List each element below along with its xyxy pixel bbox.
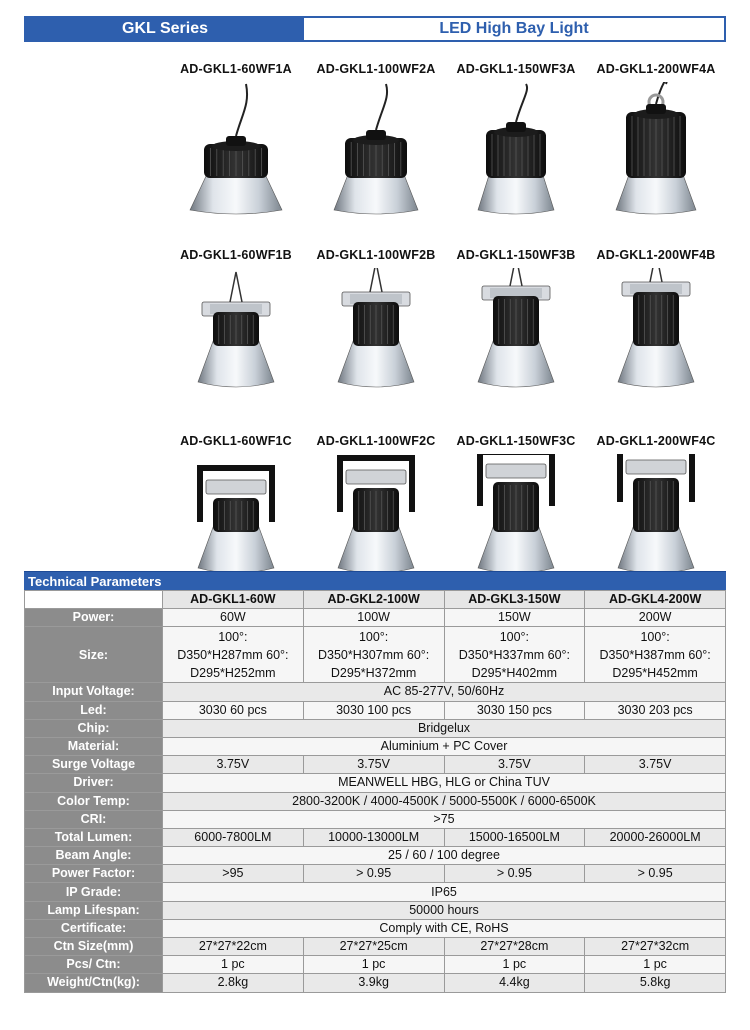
param-label: Power Factor: [25, 865, 163, 883]
param-label: Driver: [25, 774, 163, 792]
params-row [25, 627, 726, 683]
model-label: AD-GKL1-150WF3B [456, 248, 576, 262]
param-value-line: 100°: [499, 629, 530, 644]
high-bay-lamp-icon [166, 82, 306, 222]
param-value: 50000 hours [163, 901, 726, 919]
high-bay-lamp-icon [306, 268, 446, 408]
param-value: 20000-26000LM [585, 828, 726, 846]
param-value: 6000-7800LM [163, 828, 304, 846]
param-value-line: D295*H452mm [612, 665, 698, 680]
param-value: > 0.95 [444, 865, 585, 883]
param-value: 25 / 60 / 100 degree [163, 847, 726, 865]
param-label: Surge Voltage [25, 756, 163, 774]
model-label: AD-GKL1-60WF1C [180, 434, 292, 448]
model-label: AD-GKL1-150WF3A [456, 62, 576, 76]
param-value: > 0.95 [303, 865, 444, 883]
param-value-line: D295*H372mm [330, 665, 417, 680]
params-table [24, 590, 726, 993]
param-value: 3030 203 pcs [585, 701, 726, 719]
params-row [25, 974, 726, 992]
params-row [25, 938, 726, 956]
param-value: 27*27*28cm [444, 938, 585, 956]
param-value: 3030 150 pcs [444, 701, 585, 719]
params-row [25, 792, 726, 810]
model-label: AD-GKL1-200WF4B [596, 248, 716, 262]
high-bay-lamp-icon [446, 268, 586, 408]
param-value: > 0.95 [585, 865, 726, 883]
param-label: Total Lumen: [25, 828, 163, 846]
params-row [25, 737, 726, 755]
model-label: AD-GKL1-60WF1A [180, 62, 292, 76]
params-row [25, 847, 726, 865]
param-value: Bridgelux [163, 719, 726, 737]
params-row [25, 865, 726, 883]
params-row [25, 883, 726, 901]
model-label-row [166, 242, 726, 268]
high-bay-lamp-icon [586, 268, 726, 408]
high-bay-lamp-icon [166, 268, 306, 408]
param-value: AD-GKL1-60W [163, 591, 304, 609]
params-row [25, 683, 726, 701]
param-value: Comply with CE, RoHS [163, 919, 726, 937]
param-value-line: 100°: [218, 629, 248, 644]
high-bay-lamp-icon [446, 82, 586, 222]
param-value: 3030 60 pcs [163, 701, 304, 719]
param-value: 1 pc [585, 956, 726, 974]
product-title: LED High Bay Light [304, 18, 724, 40]
param-value: 4.4kg [444, 974, 585, 992]
param-value: 3.75V [163, 756, 304, 774]
param-value: 1 pc [444, 956, 585, 974]
params-row [25, 701, 726, 719]
param-value: Aluminium + PC Cover [163, 737, 726, 755]
param-value: MEANWELL HBG, HLG or China TUV [163, 774, 726, 792]
param-value: 27*27*25cm [303, 938, 444, 956]
param-label: Weight/Ctn(kg): [25, 974, 163, 992]
params-row [25, 901, 726, 919]
product-gallery [166, 56, 726, 594]
param-label: IP Grade: [25, 883, 163, 901]
technical-parameters [24, 571, 726, 993]
series-title: GKL Series [26, 18, 304, 40]
param-value: 10000-13000LM [303, 828, 444, 846]
model-label-row [166, 56, 726, 82]
param-value: AD-GKL3-150W [444, 591, 585, 609]
param-label: Ctn Size(mm) [25, 938, 163, 956]
param-value-line: D295*H402mm [471, 665, 558, 680]
param-value: 3.9kg [303, 974, 444, 992]
param-label: Size: [25, 627, 163, 683]
param-label: Lamp Lifespan: [25, 901, 163, 919]
param-value: 100W [303, 609, 444, 627]
param-value [444, 627, 585, 683]
params-title: Technical Parameters [24, 571, 726, 590]
model-label-row [166, 428, 726, 454]
params-row [25, 810, 726, 828]
param-value: 3.75V [303, 756, 444, 774]
param-value-line: D350*H307mm 60°: [317, 647, 430, 662]
high-bay-lamp-icon [306, 82, 446, 222]
param-value: 200W [585, 609, 726, 627]
params-row [25, 609, 726, 627]
param-value: 2800-3200K / 4000-4500K / 5000-5500K / 6000-6500K [163, 792, 726, 810]
param-value: 3.75V [444, 756, 585, 774]
param-value: IP65 [163, 883, 726, 901]
model-label: AD-GKL1-150WF3C [456, 434, 576, 448]
param-value [303, 627, 444, 683]
model-label: AD-GKL1-200WF4C [596, 434, 716, 448]
param-label: Color Temp: [25, 792, 163, 810]
param-value: 15000-16500LM [444, 828, 585, 846]
param-value [585, 627, 726, 683]
model-label: AD-GKL1-100WF2A [316, 62, 436, 76]
param-value: 150W [444, 609, 585, 627]
params-row [25, 756, 726, 774]
params-row [25, 591, 726, 609]
param-label: Chip: [25, 719, 163, 737]
param-value: >95 [163, 865, 304, 883]
param-value: AC 85-277V, 50/60Hz [163, 683, 726, 701]
page-header [24, 16, 726, 42]
param-value-line: D295*H252mm [190, 665, 276, 680]
param-value: >75 [163, 810, 726, 828]
param-value: 1 pc [163, 956, 304, 974]
param-value: AD-GKL4-200W [585, 591, 726, 609]
param-label: Input Voltage: [25, 683, 163, 701]
param-label: Material: [25, 737, 163, 755]
param-label [25, 591, 163, 609]
param-label: Pcs/ Ctn: [25, 956, 163, 974]
model-label: AD-GKL1-200WF4A [596, 62, 716, 76]
param-label: Beam Angle: [25, 847, 163, 865]
param-value: 27*27*32cm [585, 938, 726, 956]
param-value-line: D350*H387mm 60°: [599, 647, 711, 662]
param-value-line: 100°: [640, 629, 670, 644]
params-row [25, 956, 726, 974]
param-value: AD-GKL2-100W [303, 591, 444, 609]
param-label: Led: [25, 701, 163, 719]
model-label: AD-GKL1-100WF2C [316, 434, 436, 448]
model-label: AD-GKL1-60WF1B [180, 248, 292, 262]
param-label: Power: [25, 609, 163, 627]
param-label: CRI: [25, 810, 163, 828]
param-value-line: D350*H337mm 60°: [458, 647, 571, 662]
param-value: 3030 100 pcs [303, 701, 444, 719]
param-value: 2.8kg [163, 974, 304, 992]
param-label: Certificate: [25, 919, 163, 937]
high-bay-lamp-icon [586, 82, 726, 222]
params-row [25, 919, 726, 937]
param-value: 27*27*22cm [163, 938, 304, 956]
param-value-line: D350*H287mm 60°: [177, 647, 289, 662]
param-value: 3.75V [585, 756, 726, 774]
params-row [25, 719, 726, 737]
params-row [25, 828, 726, 846]
param-value: 1 pc [303, 956, 444, 974]
param-value [163, 627, 304, 683]
param-value-line: 100°: [358, 629, 389, 644]
params-row [25, 774, 726, 792]
param-value: 5.8kg [585, 974, 726, 992]
model-label: AD-GKL1-100WF2B [316, 248, 436, 262]
param-value: 60W [163, 609, 304, 627]
